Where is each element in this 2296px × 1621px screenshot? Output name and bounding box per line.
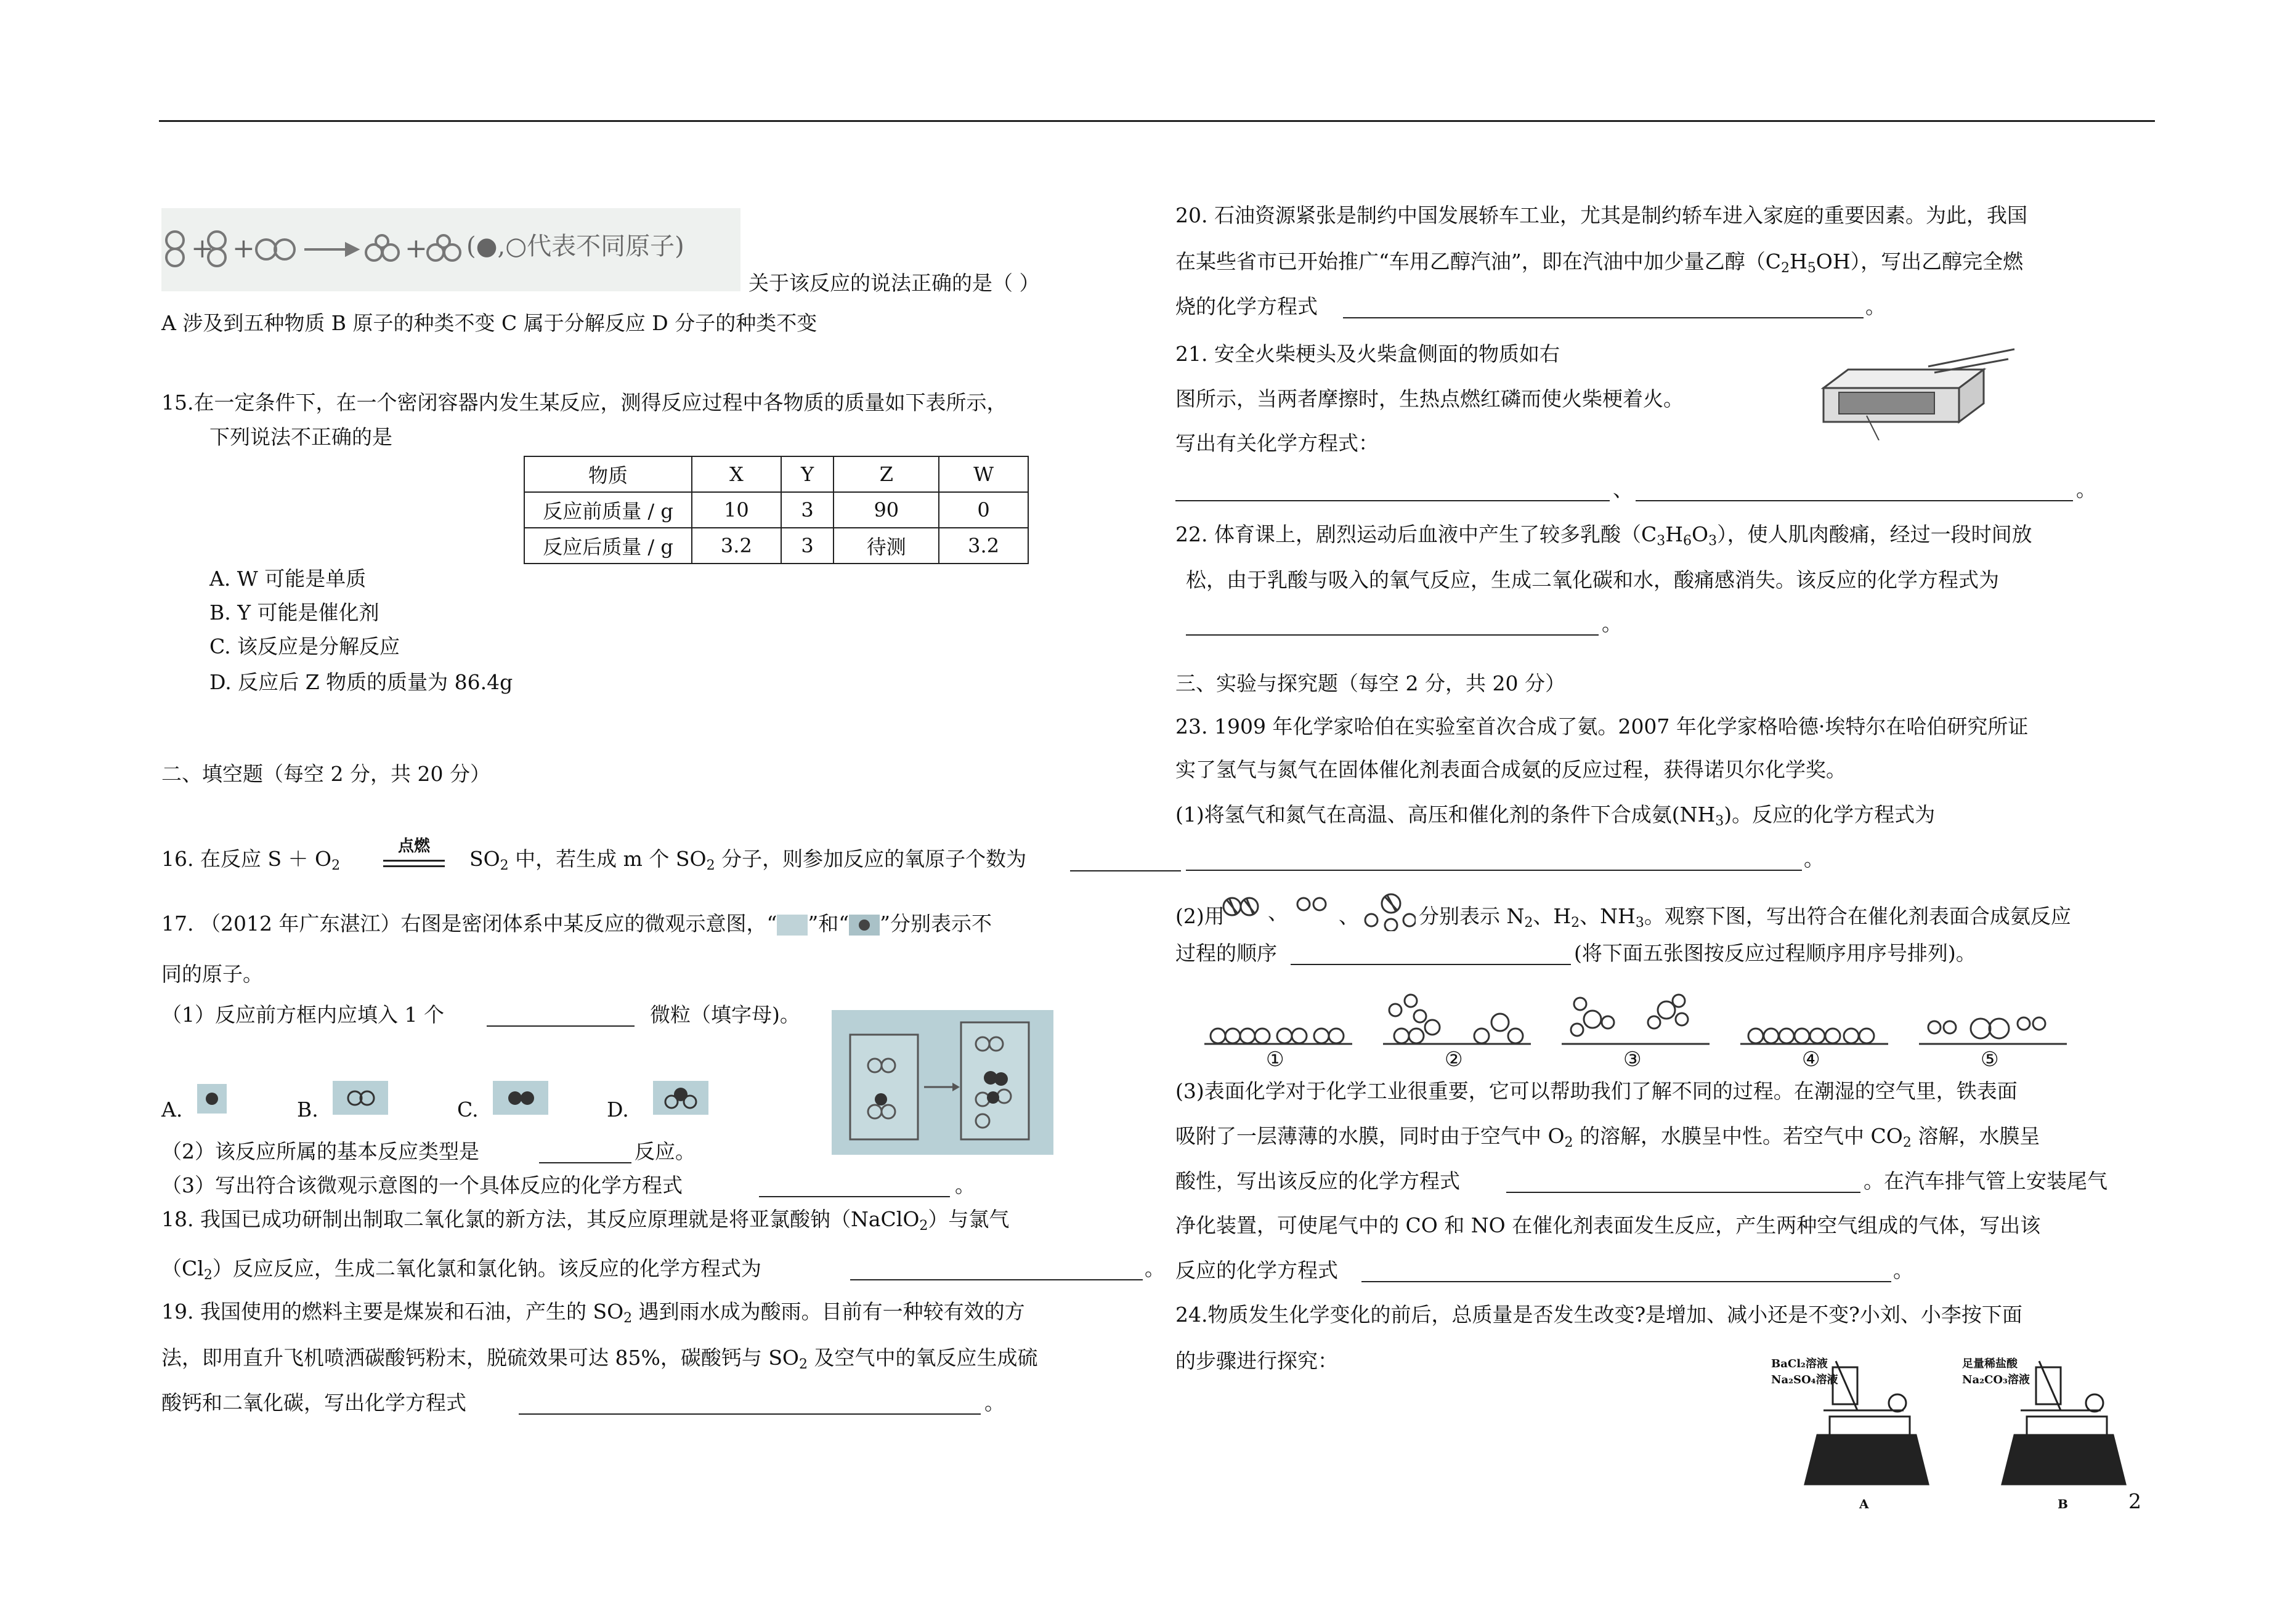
answer-blank[interactable] (1291, 964, 1571, 965)
subscript: 2 (1902, 1135, 1912, 1150)
subscript: 5 (1807, 261, 1816, 276)
q16-text-2 (469, 847, 1026, 878)
q19-text-2b: 及空气中的氧反应生成硫 (808, 1346, 1038, 1370)
table-cell: W (939, 456, 1028, 492)
q21-line1: 21. 安全火柴梗头及火柴盒侧面的物质如右 (1175, 342, 1560, 366)
subscript: 2 (799, 1357, 808, 1372)
q17-text-a: 17. （2012 年广东湛江）右图是密闭体系中某反应的微观示意图，“ (161, 912, 777, 936)
subscript: 2 (331, 858, 341, 873)
q17-text-b: ”和“ (808, 912, 850, 936)
svg-text:+: + (191, 233, 214, 264)
q17-option-c-label: C. (457, 1098, 479, 1122)
reaction-condition (383, 833, 445, 867)
matchbox-diagram (1817, 342, 2021, 440)
subscript: 6 (1683, 533, 1692, 549)
table-cell: 物质 (524, 456, 692, 492)
q22-line2: 松，由于乳酸与吸入的氧气反应，生成二氧化碳和水，酸痛感消失。该反应的化学方程式为 (1186, 568, 1999, 592)
subscript: 2 (1781, 261, 1790, 276)
figure-b-caption: B (2058, 1497, 2068, 1511)
q17-option-b-label: B. (297, 1098, 318, 1122)
q23-p3-text-2b: 的溶解，水膜呈中性。若空气中 CO (1573, 1124, 1903, 1148)
q18-line2 (161, 1256, 761, 1288)
figure-b-label-1: 足量稀盐酸 (1962, 1357, 2018, 1370)
option-c-image (493, 1081, 548, 1115)
table-cell: 0 (939, 492, 1028, 528)
answer-blank[interactable] (487, 1025, 635, 1027)
subscript: 2 (1524, 915, 1533, 931)
h2-molecule-icon (1292, 893, 1336, 918)
option-b-image (333, 1081, 388, 1115)
table-cell: 反应后质量 / g (524, 528, 692, 564)
answer-blank[interactable] (539, 1162, 631, 1163)
q23-p2-text (1419, 904, 2071, 936)
q17-line1 (161, 912, 992, 936)
header-rule (159, 120, 2155, 122)
q15-option-a: A. W 可能是单质 (209, 567, 367, 591)
table-cell: 10 (692, 492, 781, 528)
matchbox-image (1817, 342, 2021, 440)
q20-line1: 20. 石油资源紧张是制约中国发展轿车工业，尤其是制约轿车进入家庭的重要因素。为此，我国 (1175, 203, 2027, 227)
n2-molecule-icon (1219, 893, 1268, 924)
mass-table (524, 456, 1029, 564)
q17-part1: （1）反应前方框内应填入 1 个 (161, 1003, 444, 1027)
q20-line2 (1175, 249, 2023, 281)
micro-diagram-image (832, 1010, 1053, 1155)
section-2-heading: 二、填空题（每空 2 分，共 20 分） (161, 762, 490, 786)
q23-line2: 实了氢气与氮气在固体催化剂表面合成氨的反应过程，获得诺贝尔化学奖。 (1175, 758, 1846, 782)
atom-dark-icon (849, 915, 880, 936)
subscript: 3 (1715, 814, 1724, 829)
q23-p1-text-b: )。反应的化学方程式为 (1724, 802, 1936, 827)
q19-text-1b: 遇到雨水成为酸雨。目前有一种较有效的方 (632, 1300, 1025, 1324)
q23-p1-text: (1)将氢气和氮气在高温、高压和催化剂的条件下合成氨(NH (1175, 802, 1716, 827)
q15-option-c: C. 该反应是分解反应 (209, 634, 400, 658)
q15-option-b: B. Y 可能是催化剂 (209, 600, 379, 625)
q20-text-2: 在某些省市已开始推广“车用乙醇汽油”，即在汽油中加少量乙醇（C (1175, 249, 1781, 273)
catalyst-diagram-row (1198, 985, 2122, 1078)
q22-text-1b: ），使人肌肉酸痛，经过一段时间放 (1717, 522, 2032, 546)
nh3-molecule-icon (1360, 888, 1416, 931)
q18-text-1b: ）与氯气 (928, 1207, 1010, 1231)
q18-line1 (161, 1207, 1009, 1239)
page-number: 2 (2128, 1489, 2141, 1513)
subscript: 2 (1564, 1135, 1573, 1150)
q19-text-2: 法，即用直升飞机喷洒碳酸钙粉末，脱硫效果可达 85%，碳酸钙与 SO (161, 1346, 799, 1370)
svg-text:+: + (405, 233, 428, 264)
subscript: 2 (203, 1267, 213, 1283)
table-row (524, 492, 1028, 528)
q21-end: 。 (2076, 477, 2096, 501)
q23-p2-g: 。观察下图，写出符合在催化剂表面合成氨反应 (1644, 904, 2071, 928)
subscript: 3 (1657, 533, 1666, 549)
q23-p3-end: 。 (1893, 1258, 1913, 1282)
diagram-label-4: ④ (1802, 1047, 1820, 1071)
table-cell: 3.2 (939, 528, 1028, 564)
q23-p2-c: 、 (1339, 904, 1359, 928)
table-cell: 3 (781, 528, 834, 564)
q23-p2-f: 、NH (1580, 904, 1636, 928)
svg-text:+: + (232, 233, 255, 264)
table-cell: 3.2 (692, 528, 781, 564)
q20-line3: 烧的化学方程式 (1175, 294, 1318, 318)
q16-text (161, 847, 340, 878)
figure-b-label-2: Na₂CO₃溶液 (1962, 1373, 2030, 1386)
q16-post2: 分子，则参加反应的氧原子个数为 (715, 847, 1027, 871)
q22-end: 。 (1602, 612, 1622, 636)
q18-text-1: 18. 我国已成功研制出制取二氧化氯的新方法，其反应原理就是将亚氯酸钠（NaClO (161, 1207, 920, 1231)
q21-separator: 、 (1613, 477, 1633, 501)
reaction-legend: (●,○代表不同原子) (466, 232, 684, 261)
subscript: 2 (706, 858, 715, 873)
answer-blank[interactable] (1186, 634, 1599, 636)
q23-line1: 23. 1909 年化学家哈伯在实验室首次合成了氨。2007 年化学家格哈德·埃特尔在哈伯研究所证 (1175, 714, 2029, 738)
answer-blank[interactable] (759, 1196, 950, 1197)
q24-line2: 的步骤进行探究： (1175, 1349, 1338, 1373)
answer-blank[interactable] (1343, 317, 1864, 318)
figure-a-caption: A (1859, 1497, 1869, 1511)
table-cell: 90 (834, 492, 939, 528)
q15-stem: 15.在一定条件下，在一个密闭容器内发生某反应，测得反应过程中各物质的质量如下表所示， (161, 390, 1007, 414)
q17-part3-suffix: 。 (955, 1173, 975, 1197)
q23-p2-b: 、 (1268, 900, 1288, 924)
micro-diagram (832, 1010, 1053, 1155)
diagram-label-3: ③ (1623, 1047, 1642, 1071)
q23-p3-line4: 净化装置，可使尾气中的 CO 和 NO 在催化剂表面发生反应，产生两种空气组成的气体，写出该 (1175, 1213, 2041, 1237)
q23-p3-line1: (3)表面化学对于化学工业很重要，它可以帮助我们了解不同的过程。在潮湿的空气里，铁表面 (1175, 1079, 2018, 1103)
q19-line2 (161, 1346, 1038, 1377)
q23-p3-line3: 酸性，写出该反应的化学方程式 (1175, 1169, 1460, 1193)
q19-end: 。 (984, 1391, 1005, 1415)
subscript: 2 (1571, 915, 1580, 931)
option-d-image (653, 1081, 708, 1115)
q14-stem: 关于该反应的说法正确的是（ ） (748, 271, 1040, 295)
condition-label: 点燃 (397, 837, 430, 855)
q18-end: 。 (1145, 1256, 1165, 1280)
q24-line1: 24.物质发生化学变化的前后，总质量是否发生改变?是增加、减小还是不变?小刘、小李按下面 (1175, 1303, 2022, 1327)
q17-part3: （3）写出符合该微观示意图的一个具体反应的化学方程式 (161, 1173, 683, 1197)
q17-option-a-label: A. (161, 1098, 183, 1122)
q17-option-d-label: D. (607, 1098, 629, 1122)
q19-text-1: 19. 我国使用的燃料主要是煤炭和石油，产生的 SO (161, 1300, 624, 1324)
answer-blank[interactable] (519, 1413, 981, 1415)
q17-part2-suffix: 反应。 (635, 1139, 696, 1163)
q23-p3-line3b: 。在汽车排气管上安装尾气 (1864, 1169, 2107, 1193)
answer-blank[interactable] (1361, 1281, 1891, 1282)
atom-light-icon (777, 915, 808, 936)
q14-options: A 涉及到五种物质 B 原子的种类不变 C 属于分解反应 D 分子的种类不变 (161, 311, 817, 335)
q16-post1: 中，若生成 m 个 SO (508, 847, 707, 871)
table-cell: Z (834, 456, 939, 492)
figure-a-label-2: Na₂SO₄溶液 (1771, 1373, 1838, 1386)
q15-option-d: D. 反应后 Z 物质的质量为 86.4g (209, 670, 513, 694)
subscript: 2 (623, 1311, 633, 1326)
subscript: 3 (1708, 533, 1718, 549)
q23-p2-e: 、H (1533, 904, 1572, 928)
q19-line1 (161, 1300, 1025, 1331)
figure-a-label-1: BaCl₂溶液 (1771, 1357, 1828, 1370)
q22-line1 (1175, 522, 2032, 554)
q22-text-1m2: O (1692, 522, 1709, 546)
q20-text-2b: OH），写出乙醇完全燃 (1815, 249, 2024, 273)
diagram-label-2: ② (1445, 1047, 1463, 1071)
table-cell: 3 (781, 492, 834, 528)
balance-figure-a (1768, 1349, 1953, 1515)
q23-part1-end: 。 (1804, 847, 1824, 871)
reaction-equation-image (161, 208, 740, 291)
q22-text-1: 22. 体育课上，剧烈运动后血液中产生了较多乳酸（C (1175, 522, 1657, 546)
answer-blank[interactable] (1070, 870, 1181, 871)
q23-p2-line2: 过程的顺序 (1175, 941, 1277, 965)
option-a-image (197, 1084, 227, 1114)
q17-part1-suffix: 微粒（填字母)。 (650, 1003, 800, 1027)
answer-blank[interactable] (1175, 500, 1610, 501)
balance-figure-b (1959, 1349, 2144, 1515)
subscript: 2 (500, 858, 509, 873)
diagram-label-1: ① (1266, 1047, 1284, 1071)
q17-part2: （2）该反应所属的基本反应类型是 (161, 1139, 479, 1163)
q19-line3: 酸钙和二氧化碳，写出化学方程式 (161, 1391, 466, 1415)
q18-text-2: （Cl (161, 1256, 204, 1280)
q18-text-2b: ）反应反应，生成二氧化氯和氯化钠。该反应的化学方程式为 (212, 1256, 761, 1280)
q17-line2: 同的原子。 (161, 962, 263, 986)
q16-mid: SO (469, 847, 500, 871)
answer-blank[interactable] (850, 1279, 1143, 1280)
answer-blank[interactable] (1186, 870, 1802, 871)
q15-stem2: 下列说法不正确的是 (209, 425, 392, 449)
q23-p2-a: (2)用 (1175, 904, 1225, 928)
table-cell: 反应前质量 / g (524, 492, 692, 528)
q21-line2: 图所示，当两者摩擦时，生热点燃红磷而使火柴梗着火。 (1175, 387, 1684, 411)
answer-blank[interactable] (1506, 1192, 1860, 1193)
subscript: 2 (919, 1218, 928, 1234)
q22-text-1m: H (1665, 522, 1684, 546)
q21-line3: 写出有关化学方程式： (1175, 431, 1379, 455)
q23-p3-text-2: 吸附了一层薄薄的水膜，同时由于空气中 O (1175, 1124, 1565, 1148)
q17-text-c: ”分别表示不 (880, 912, 992, 936)
section-3-heading: 三、实验与探究题（每空 2 分，共 20 分） (1175, 671, 1565, 695)
diagram-label-5: ⑤ (1981, 1047, 1999, 1071)
subscript: 3 (1635, 915, 1644, 931)
table-cell: Y (781, 456, 834, 492)
q23-p2-line2b: (将下面五张图按反应过程顺序用序号排列)。 (1574, 941, 1976, 965)
q23-p2-d: 分别表示 N (1419, 904, 1525, 928)
table-row (524, 528, 1028, 564)
table-header-row (524, 456, 1028, 492)
q23-p3-text-2c: 溶解，水膜呈 (1911, 1124, 2040, 1148)
q23-p3-line5: 反应的化学方程式 (1175, 1258, 1338, 1282)
q20-end: 。 (1865, 294, 1886, 318)
q16 (161, 837, 1196, 878)
answer-blank[interactable] (1636, 500, 2073, 501)
q23-part1 (1175, 802, 1935, 834)
q23-part2 (1175, 893, 2155, 930)
q23-p3-line2 (1175, 1124, 2040, 1155)
q16-pre: 16. 在反应 S ＋ O (161, 847, 332, 871)
table-cell: X (692, 456, 781, 492)
table-cell: 待测 (834, 528, 939, 564)
q20-text-2m: H (1790, 249, 1807, 273)
